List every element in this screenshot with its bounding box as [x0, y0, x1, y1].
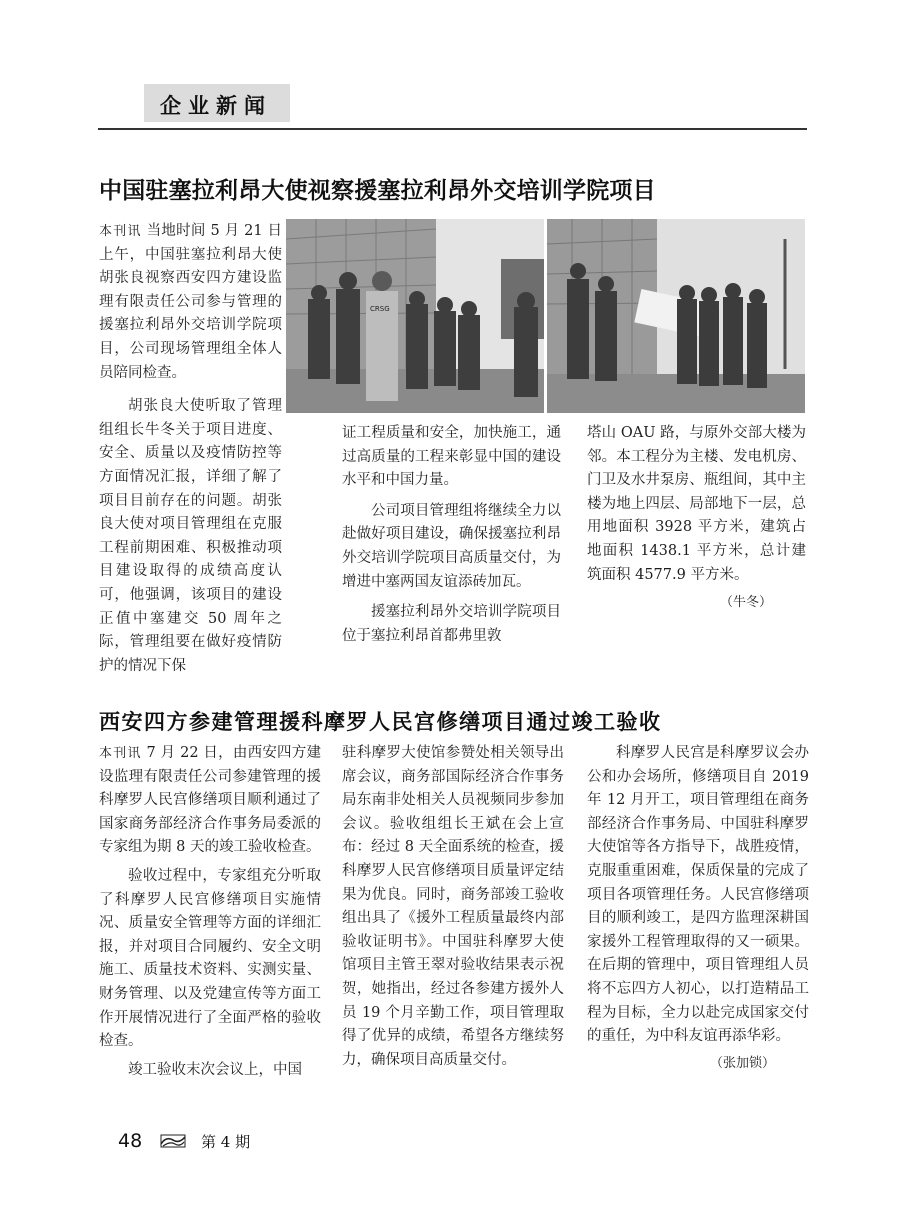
header-rule [98, 128, 807, 130]
article1-column-2 [342, 422, 561, 648]
article1-photo-right [547, 219, 805, 413]
article2-col1-para-3: 竣工验收末次会议上，中国 [128, 1061, 302, 1078]
article1-col2-para-2: 公司项目管理组将继续全力以赴做好项目建设，确保援塞拉利昂外交培训学院项目高质量交付，为增进中塞两国友谊添砖加瓦。 [342, 502, 561, 590]
article1-signature: （牛冬） [719, 595, 772, 611]
section-title: 企业新闻 [160, 94, 272, 118]
magazine-logo-icon [160, 1133, 186, 1153]
article2-column-2 [342, 742, 564, 1072]
article2-col1-para-1: 本刊讯 7 月 22 日，由西安四方建设监理有限责任公司参建管理的援科摩罗人民宫修缮项目顺利通过了国家商务部经济合作事务局委派的专家组为期 8 天的竣工验收检查。 [99, 745, 321, 856]
article2-column-1 [99, 742, 321, 1082]
issue-number: 第 4 期 [201, 1133, 251, 1151]
article2-col2-para-1: 驻科摩罗大使馆参赞处相关领导出席会议，商务部国际经济合作事务局东南非处相关人员视频同步参加会议。验收组组长王斌在会上宣布：经过 8 天全面系统的检查，援科摩罗人民宫修缮项目质量评定结果为优良。同时，商务部竣工验收组出具了《援外工程质量最终内部验收证明书》。中国驻科摩罗大使馆项目主管王翠对验收结果表示祝贺，她指出，经过各参建方援外人员 19 个月辛勤工作，项目管理取得了优异的成绩，希望各方继续努力，确保项目高质量交付。 [342, 745, 564, 1068]
article1-column-1 [99, 220, 282, 678]
page-footer [118, 1130, 250, 1153]
article1-col1-para-2: 胡张良大使听取了管理组组长牛冬关于项目进度、安全、质量以及疫情防控等方面情况汇报，详细了解了项目目前存在的问题。胡张良大使对项目管理组在克服工程前期困难、积极推动项目建设取得的成绩高度认可，他强调，该项目的建设正值中塞建交 50 周年之际，管理组要在做好疫情防护的情况下保 [99, 398, 282, 674]
article2-column-3 [587, 742, 809, 1075]
article2-headline: 西安四方参建管理援科摩罗人民宫修缮项目通过竣工验收 [99, 709, 662, 734]
article2-signature: （张加锁） [709, 1055, 775, 1071]
article1-col2-para-1: 证工程质量和安全，加快施工，通过高质量的工程来彰显中国的建设水平和中国力量。 [342, 425, 561, 489]
article1-column-3 [587, 422, 806, 615]
article1-col3-para-1: 塔山 OAU 路，与原外交部大楼为邻。本工程分为主楼、发电机房、门卫及水井泵房、瓶组间，其中主楼为地上四层、局部地下一层，总用地面积 3928 平方米，建筑占地面积 1438.1 平方米，总计建筑面积 4577.9 平方米。 [587, 425, 806, 583]
article-lead: 本刊讯 [99, 224, 142, 239]
article1-col2-para-3: 援塞拉利昂外交培训学院项目位于塞拉利昂首都弗里敦 [342, 604, 561, 644]
article2-col3-para-1: 科摩罗人民宫是科摩罗议会办公和办会场所，修缮项目自 2019 年 12 月开工，项目管理组在商务部经济合作事务局、中国驻科摩罗大使馆等各方指导下，战胜疫情，克服重重困难，保质保量的完成了项目各项管理任务。人民宫修缮项目的顺利竣工，是四方监理深耕国家援外工程管理取得的又一硕果。在后期的管理中，项目管理组人员将不忘四方人初心，以打造精品工程为目标，全力以赴完成国家交付的重任，为中科友谊再添华彩。 [587, 745, 809, 1045]
page-number: 48 [118, 1130, 143, 1152]
article2-col1-para-2: 验收过程中，专家组充分听取了科摩罗人民宫修缮项目实施情况、质量安全管理等方面的详细汇报，并对项目合同履约、安全文明施工、质量技术资料、实测实量、财务管理、以及党建宣传等方面工作开展情况进行了全面严格的验收检查。 [99, 867, 321, 1050]
article1-col1-para-1: 本刊讯 当地时间 5 月 21 日上午，中国驻塞拉利昂大使胡张良视察西安四方建设监理有限责任公司参与管理的援塞拉利昂外交培训学院项目，公司现场管理组全体人员陪同检查。 [99, 223, 282, 381]
article-lead: 本刊讯 [99, 746, 142, 761]
article1-photo-left [286, 219, 544, 413]
article1-headline: 中国驻塞拉利昂大使视察援塞拉利昂外交培训学院项目 [99, 178, 656, 204]
vest-label: CRSG [370, 305, 390, 313]
